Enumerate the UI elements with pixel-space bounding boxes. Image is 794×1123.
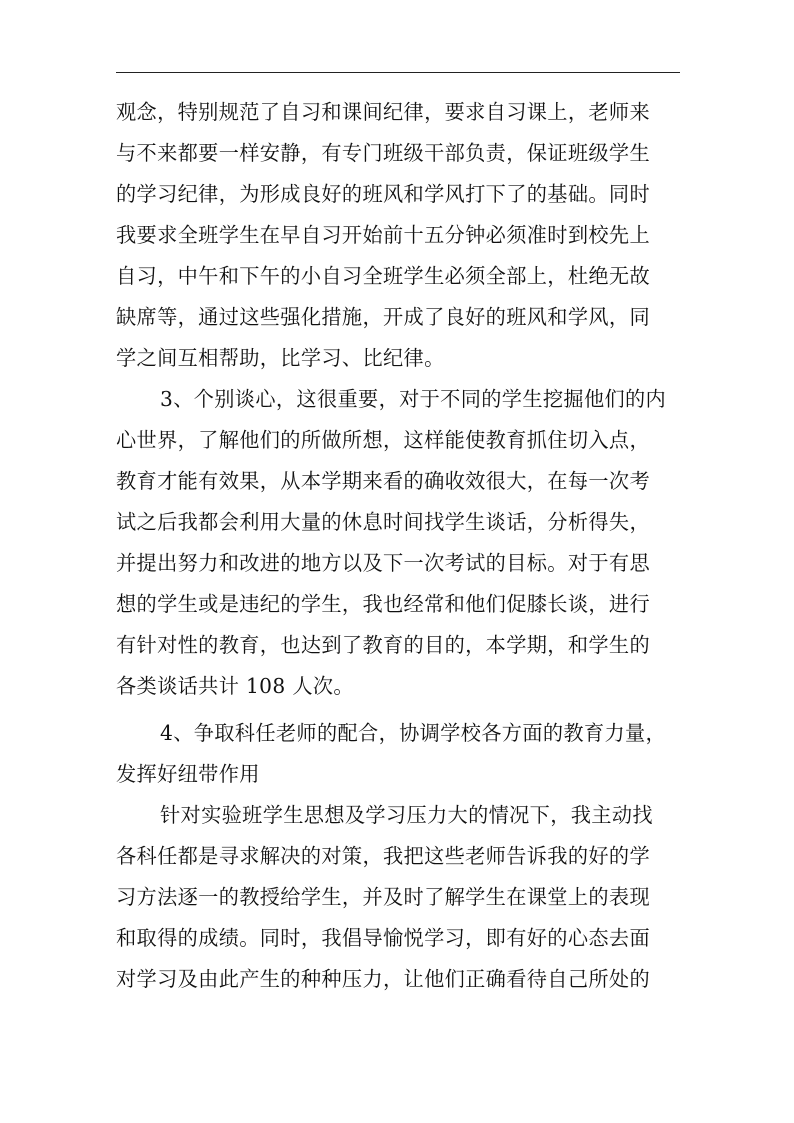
paragraph-start-line: 4、争取科任老师的配合，协调学校各方面的教育力量， — [160, 721, 667, 745]
paragraph-start-line: 3、个别谈心，这很重要，对于不同的学生挖掘他们的内 — [160, 387, 667, 411]
text-line: 并提出努力和改进的地方以及下一次考试的目标。对于有思 — [116, 551, 650, 575]
text-line: 发挥好纽带作用 — [116, 762, 260, 786]
text-line: 想的学生或是违纪的学生，我也经常和他们促膝长谈，进行 — [116, 592, 650, 616]
text-line: 有针对性的教育，也达到了教育的目的，本学期，和学生的 — [116, 633, 650, 657]
text-line: 试之后我都会利用大量的休息时间找学生谈话，分析得失， — [116, 510, 650, 534]
paragraph-start-line: 针对实验班学生思想及学习压力大的情况下，我主动找 — [160, 803, 653, 827]
text-line: 的学习纪律，为形成良好的班风和学风打下了的基础。同时 — [116, 182, 650, 206]
text-line: 缺席等，通过这些强化措施，开成了良好的班风和学风，同 — [116, 305, 650, 329]
header-rule — [116, 72, 680, 73]
text-line: 教育才能有效果，从本学期来看的确收效很大，在每一次考 — [116, 469, 650, 493]
text-line: 观念，特别规范了自习和课间纪律，要求自习课上，老师来 — [116, 100, 650, 124]
text-line: 和取得的成绩。同时，我倡导愉悦学习，即有好的心态去面 — [116, 926, 650, 950]
text-line: 对学习及由此产生的种种压力，让他们正确看待自己所处的 — [116, 967, 650, 991]
text-line: 心世界，了解他们的所做所想，这样能使教育抓住切入点， — [116, 428, 650, 452]
text-line: 习方法逐一的教授给学生，并及时了解学生在课堂上的表现 — [116, 885, 650, 909]
text-line: 各科任都是寻求解决的对策，我把这些老师告诉我的好的学 — [116, 844, 650, 868]
text-line: 学之间互相帮助，比学习、比纪律。 — [116, 346, 445, 370]
text-line: 我要求全班学生在早自习开始前十五分钟必须准时到校先上 — [116, 223, 650, 247]
text-line: 各类谈话共计 108 人次。 — [116, 674, 354, 698]
text-line: 与不来都要一样安静，有专门班级干部负责，保证班级学生 — [116, 141, 650, 165]
text-line: 自习，中午和下午的小自习全班学生必须全部上，杜绝无故 — [116, 264, 650, 288]
